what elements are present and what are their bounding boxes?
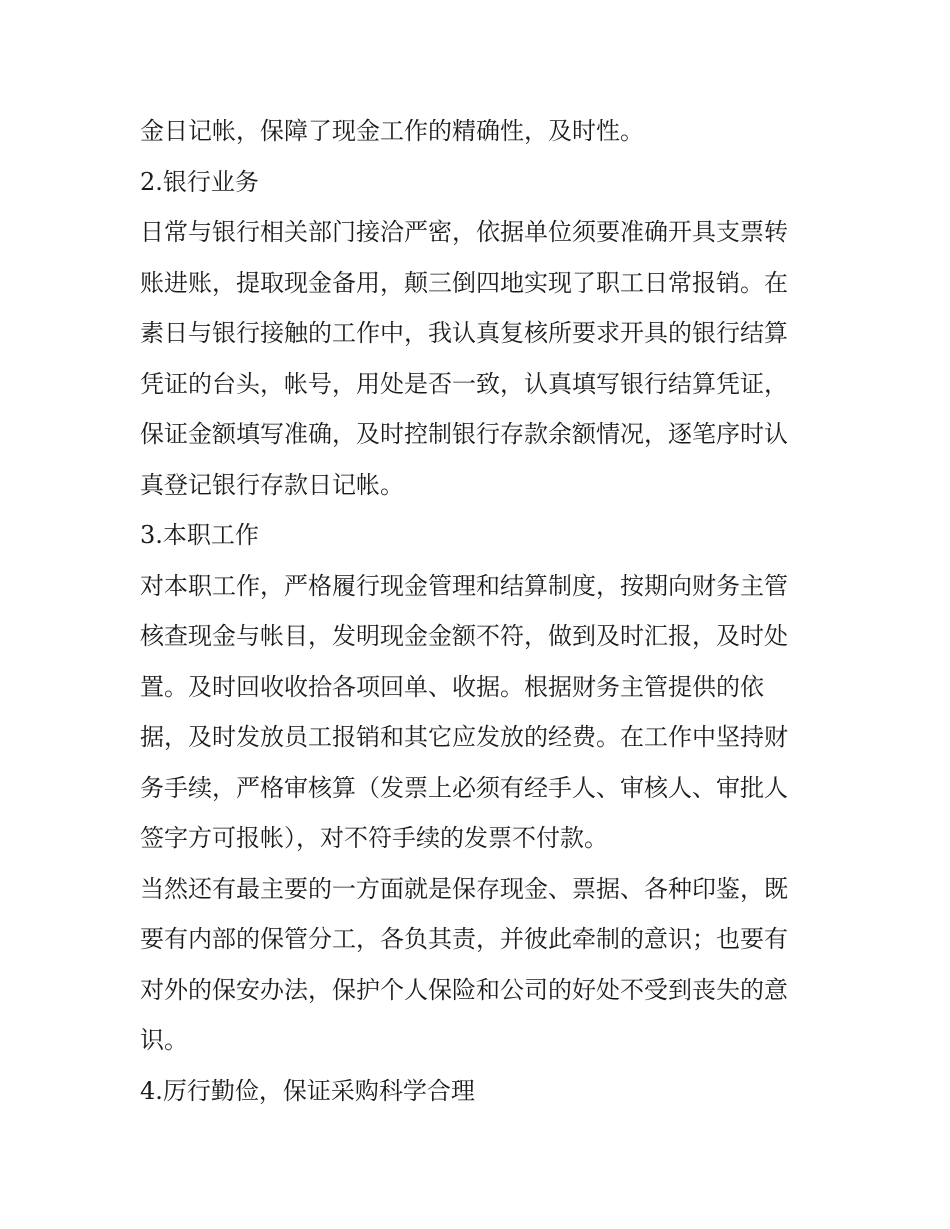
text-line: 真登记银行存款日记帐。 [140,470,404,499]
text-line: 当然还有最主要的一方面就是保存现金、票据、各种印鉴，既 [140,874,788,903]
section-heading-bank: 2.银行业务 [140,167,259,196]
text-line: 据，及时发放员工报销和其它应发放的经费。在工作中坚持财 [140,723,788,751]
text-line: 保证金额填写准确，及时控制银行存款余额情况，逐笔序时认 [140,420,788,448]
text-line: 凭证的台头，帐号，用处是否一致，认真填写银行结算凭证， [140,369,788,398]
text-line: 要有内部的保管分工，各负其责，并彼此牵制的意识；也要有 [140,925,788,953]
text-line: 日常与银行相关部门接洽严密，依据单位须要准确开具支票转 [140,218,788,246]
text-line: 对本职工作，严格履行现金管理和结算制度，按期向财务主管 [140,571,788,600]
text-line: 素日与银行接触的工作中，我认真复核所要求开具的银行结算 [140,319,788,347]
text-line: 金日记帐，保障了现金工作的精确性，及时性。 [140,117,644,145]
section-heading-duties: 3.本职工作 [140,521,259,549]
text-line: 识。 [140,1026,188,1054]
section-heading-thrift: 4.厉行勤俭，保证采购科学合理 [140,1076,475,1105]
text-line: 对外的保安办法，保护个人保险和公司的好处不受到丧失的意 [140,975,788,1004]
document-body [140,106,816,1116]
text-line: 务手续，严格审核算（发票上必须有经手人、审核人、审批人 [140,773,788,802]
text-line: 账进账，提取现金备用，颠三倒四地实现了职工日常报销。在 [140,268,788,297]
text-line: 核查现金与帐目，发明现金金额不符，做到及时汇报，及时处 [140,622,788,650]
text-line: 置。及时回收收拾各项回单、收据。根据财务主管提供的依 [140,672,764,701]
text-line: 签字方可报帐），对不符手续的发票不付款。 [140,824,608,852]
